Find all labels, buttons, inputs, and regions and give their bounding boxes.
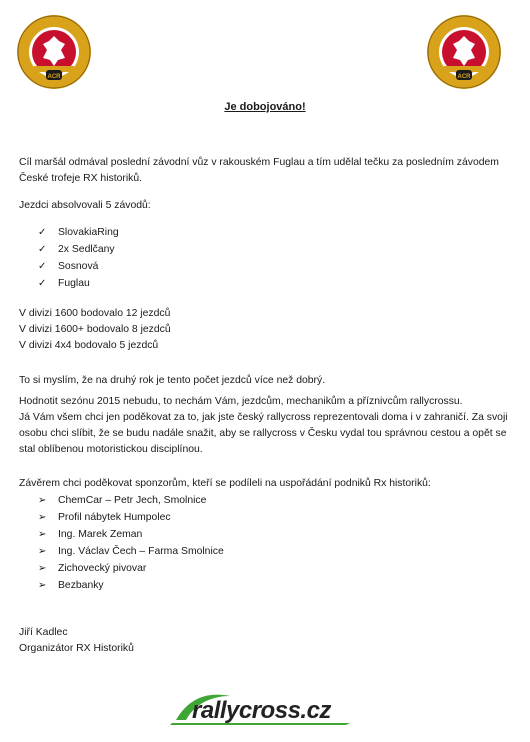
arrow-bullet-icon: ➢ — [38, 512, 47, 523]
race-name: 2x Sedlčany — [58, 244, 115, 255]
arrow-bullet-icon: ➢ — [38, 529, 47, 540]
arrow-bullet-icon: ➢ — [38, 546, 47, 557]
intro-text: Cíl maršál odmával poslední závodní vůz v rakouském Fuglau a tím udělal tečku za posledním závodem České trofeje RX historiků. — [19, 157, 499, 184]
arrow-bullet-icon: ➢ — [38, 495, 47, 506]
checkmark-icon: ✓ — [38, 244, 47, 255]
division-line: V divizi 1600 bodovalo 12 jezdců — [19, 308, 171, 319]
opinion-text: To si myslím, že na druhý rok je tento počet jezdců více než dobrý. — [19, 375, 326, 386]
list-item — [38, 492, 224, 509]
races-intro: Jezdci absolvovali 5 závodů: — [19, 200, 151, 211]
list-item — [38, 509, 224, 526]
list-item — [38, 577, 224, 594]
list-item — [38, 275, 119, 292]
closing-line: Hodnotit sezónu 2015 nebudu, to nechám Vám, jezdcům, mechanikům a příznivcům rallycrossu. — [19, 396, 463, 407]
autoklub-emblem-left — [16, 14, 92, 90]
checkmark-icon: ✓ — [38, 261, 47, 272]
arrow-bullet-icon: ➢ — [38, 563, 47, 574]
races-list — [38, 224, 119, 292]
rallycross-logo-text: rallycross.cz — [192, 697, 331, 724]
list-item — [38, 543, 224, 560]
sponsor-name: Ing. Václav Čech – Farma Smolnice — [58, 546, 224, 557]
sponsor-name: Bezbanky — [58, 580, 104, 591]
signature-role: Organizátor RX Historiků — [19, 643, 134, 654]
intro-paragraph — [19, 155, 515, 187]
race-name: Sosnová — [58, 261, 99, 272]
race-name: Fuglau — [58, 278, 90, 289]
division-line: V divizi 4x4 bodovalo 5 jezdců — [19, 340, 159, 351]
sponsors-intro: Závěrem chci poděkovat sponzorům, kteří se podíleli na uspořádání podniků Rx historiků: — [19, 478, 431, 489]
signature-block — [19, 625, 515, 657]
list-item — [38, 258, 119, 275]
checkmark-icon: ✓ — [38, 278, 47, 289]
sponsors-list — [38, 492, 224, 594]
arrow-bullet-icon: ➢ — [38, 580, 47, 591]
sponsor-name: Zichovecký pivovar — [58, 563, 147, 574]
emblem-letters: ACR — [47, 74, 61, 80]
sponsor-name: ChemCar – Petr Jech, Smolnice — [58, 495, 207, 506]
list-item — [38, 560, 224, 577]
divisions-block — [19, 306, 515, 354]
autoklub-emblem-right — [426, 14, 502, 90]
sponsor-name: Ing. Marek Zeman — [58, 529, 143, 540]
signature-name: Jiří Kadlec — [19, 627, 68, 638]
sponsor-name: Profil nábytek Humpolec — [58, 512, 171, 523]
checkmark-icon: ✓ — [38, 227, 47, 238]
page-title: Je dobojováno! — [224, 101, 306, 113]
list-item — [38, 526, 224, 543]
list-item — [38, 224, 119, 241]
closing-paragraph — [19, 394, 515, 458]
race-name: SlovakiaRing — [58, 227, 119, 238]
rallycross-logo — [170, 690, 360, 726]
list-item — [38, 241, 119, 258]
closing-line: Já Vám všem chci jen poděkovat za to, jak jste český rallycross reprezentovali doma i v zahraničí. Za svoji osobu chci slíbit, že se budu nadále snažit, aby se rallycross v Česku vydal tou správnou cestou a opět se stal oblíbenou motoristickou disciplínou. — [19, 412, 508, 455]
division-line: V divizi 1600+ bodovalo 8 jezdců — [19, 324, 171, 335]
emblem-letters: ACR — [457, 74, 471, 80]
